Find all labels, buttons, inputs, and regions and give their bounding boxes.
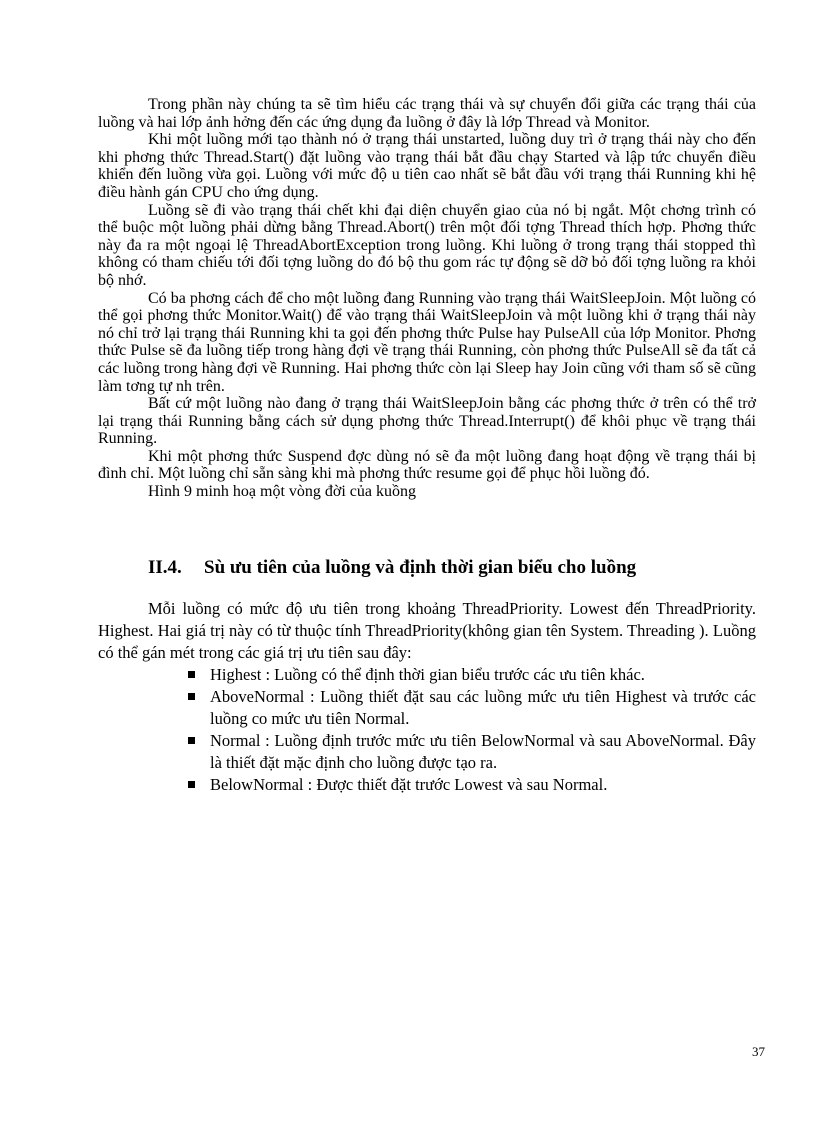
list-item-text: Highest : Luồng có thể định thời gian biểu trước các ưu tiên khác. bbox=[210, 665, 645, 684]
square-bullet-icon bbox=[188, 693, 195, 700]
page-number: 37 bbox=[752, 1044, 765, 1059]
body-text bbox=[98, 96, 756, 501]
paragraph: Bất cứ một luồng nào đang ở trạng thái WaitSleepJoin bằng các phơng thức ở trên có thể trở lại trạng thái Running bằng cách sử dụng phơng thức Thread.Interrupt() để khôi phục về trạng thái Running. bbox=[98, 395, 756, 448]
priority-list bbox=[188, 664, 756, 796]
paragraph: Luồng sẽ đi vào trạng thái chết khi đại diện chuyển giao của nó bị ngắt. Một chơng trình có thể buộc một luồng phải dừng bằng Thread.Abort() trên một đối tợng Thread thích hợp. Phơng thức này đa ra một ngoại lệ ThreadAbortException trong luồng. Khi luồng ở trong trạng thái stopped thì không có tham chiếu tới đối tợng luồng do đó bộ thu gom rác tự động sẽ dỡ bỏ đối tợng luồng ra khỏi bộ nhớ. bbox=[98, 201, 756, 289]
paragraph: Khi một luồng mới tạo thành nó ở trạng thái unstarted, luồng duy trì ở trạng thái này cho đến khi phơng thức Thread.Start() đặt luồng vào trạng thái bắt đầu chạy Started và lập tức chuyển điều khiển đến luồng vừa gọi. Luồng với mức độ u tiên cao nhất sẽ bắt đầu với trạng thái Running khi hệ điều hành gán CPU cho ứng dụng. bbox=[98, 131, 756, 201]
list-item-text: Normal : Luồng định trước mức ưu tiên BelowNormal và sau AboveNormal. Đây là thiết đặt mặc định cho luồng được tạo ra. bbox=[210, 731, 756, 772]
section-body bbox=[98, 598, 756, 796]
square-bullet-icon bbox=[188, 671, 195, 678]
list-item bbox=[188, 730, 756, 774]
section-title: Sù ưu tiên của luồng và định thời gian biểu cho luồng bbox=[204, 557, 637, 578]
square-bullet-icon bbox=[188, 737, 195, 744]
list-item bbox=[188, 664, 756, 686]
square-bullet-icon bbox=[188, 781, 195, 788]
section-heading bbox=[148, 556, 768, 580]
paragraph: Có ba phơng cách để cho một luồng đang Running vào trạng thái WaitSleepJoin. Một luồng có thể gọi phơng thức Monitor.Wait() để vào trạng thái WaitSleepJoin và một luồng khi ở trạng thái này nó chỉ trở lại trạng thái Running khi ta gọi đến phơng thức Pulse hay PulseAll của lớp Monitor. Phơng thức Pulse sẽ đa luồng tiếp trong hàng đợi về trạng thái Running, còn phơng thức PulseAll sẽ đa tất cả các luồng trong hàng đợi về Running. Hai phơng thức còn lại Sleep hay Join cũng với tham số sẽ cũng làm tơng tự nh trên. bbox=[98, 289, 756, 395]
list-item-text: BelowNormal : Được thiết đặt trước Lowest và sau Normal. bbox=[210, 775, 608, 794]
section-number: II.4. bbox=[148, 557, 182, 578]
section-intro: Mỗi luồng có mức độ ưu tiên trong khoảng ThreadPriority. Lowest đến ThreadPriority. Highest. Hai giá trị này có từ thuộc tính ThreadPriority(không gian tên System. Threading ). Luồng có thể gán mét trong các giá trị ưu tiên sau đây: bbox=[98, 599, 756, 662]
list-item-text: AboveNormal : Luồng thiết đặt sau các luồng mức ưu tiên Highest và trước các luồng co mức ưu tiên Normal. bbox=[210, 687, 756, 728]
list-item bbox=[188, 774, 756, 796]
paragraph: Khi một phơng thức Suspend đợc dùng nó sẽ đa một luồng đang hoạt động về trạng thái bị đình chỉ. Một luồng chỉ sẵn sàng khi mà phơng thức resume gọi để phục hồi luồng đó. bbox=[98, 447, 756, 483]
paragraph: Hình 9 minh hoạ một vòng đời của kuồng bbox=[148, 483, 416, 501]
list-item bbox=[188, 686, 756, 730]
paragraph: Trong phần này chúng ta sẽ tìm hiểu các trạng thái và sự chuyển đổi giữa các trạng thái của luồng và hai lớp ảnh hởng đến các ứng dụng đa luồng ở đây là lớp Thread và Monitor. bbox=[98, 96, 756, 131]
